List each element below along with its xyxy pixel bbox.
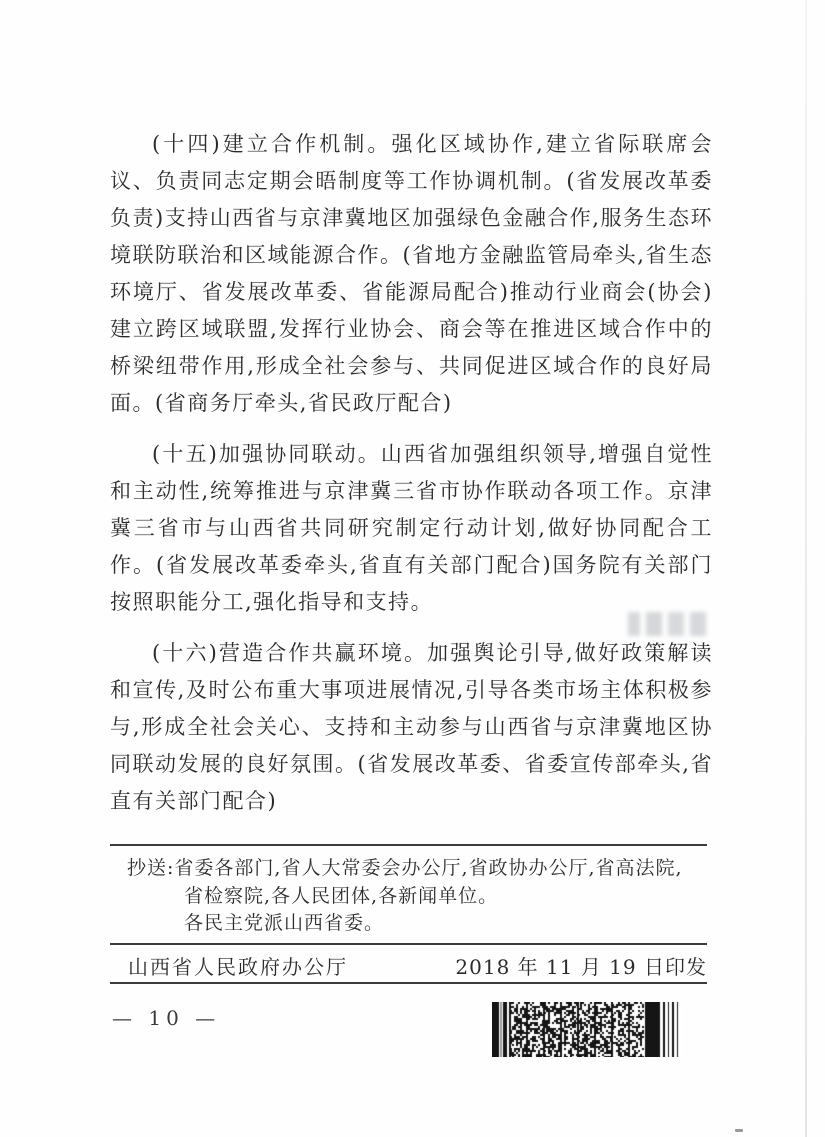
copy-to-text-1: 省委各部门,省人大常委会办公厅,省政协办公厅,省高法院, xyxy=(174,857,683,879)
issuing-office: 山西省人民政府办公厅 xyxy=(128,955,348,979)
separator-line-top xyxy=(110,844,707,846)
bleedthrough-artifact xyxy=(628,612,706,636)
barcode-image xyxy=(492,1002,682,1057)
copy-to-label: 抄送: xyxy=(127,857,175,879)
copy-to-block xyxy=(127,855,709,938)
separator-line-middle xyxy=(110,943,707,945)
copy-to-text-2: 省检察院,各人民团体,各新闻单位。 xyxy=(184,884,499,907)
scan-edge-mark xyxy=(735,1129,743,1132)
print-date: 2018 年 11 月 19 日印发 xyxy=(455,955,707,979)
paragraph-15: (十五)加强协同联动。山西省加强组织领导,增强自觉性和主动性,统筹推进与京津冀三省市协作联动各项工作。京津冀三省市与山西省共同研究制定行动计划,做好协同配合工作。(省发展改革委牵头,省直有关部门配合)国务院有关部门按照职能分工,强化指导和支持。 xyxy=(110,442,713,614)
paragraph-14: (十四)建立合作机制。强化区域协作,建立省际联席会议、负责同志定期会晤制度等工作协调机制。(省发展改革委负责)支持山西省与京津冀地区加强绿色金融合作,服务生态环境联防联治和区域能源合作。(省地方金融监管局牵头,省生态环境厅、省发展改革委、省能源局配合)推动行业商会(协会)建立跨区域联盟,发挥行业协会、商会等在推进区域合作中的桥梁纽带作用,形成全社会参与、共同促进区域合作的良好局面。(省商务厅牵头,省民政厅配合) xyxy=(110,132,713,415)
copy-to-line xyxy=(127,855,709,883)
copy-to-text-3: 各民主党派山西省委。 xyxy=(184,912,385,934)
separator-line-bottom xyxy=(110,982,707,984)
page-number: — 10 — xyxy=(112,1006,221,1030)
paragraph-16: (十六)营造合作共赢环境。加强舆论引导,做好政策解读和宣传,及时公布重大事项进展情况,引导各类市场主体积极参与,形成全社会关心、支持和主动参与山西省与京津冀地区协同联动发展的良好氛围。(省发展改革委、省委宣传部牵头,省直有关部门配合) xyxy=(110,641,713,813)
document-body xyxy=(110,126,713,820)
page-edge-shadow xyxy=(805,0,807,1137)
issuer-row xyxy=(128,951,707,980)
